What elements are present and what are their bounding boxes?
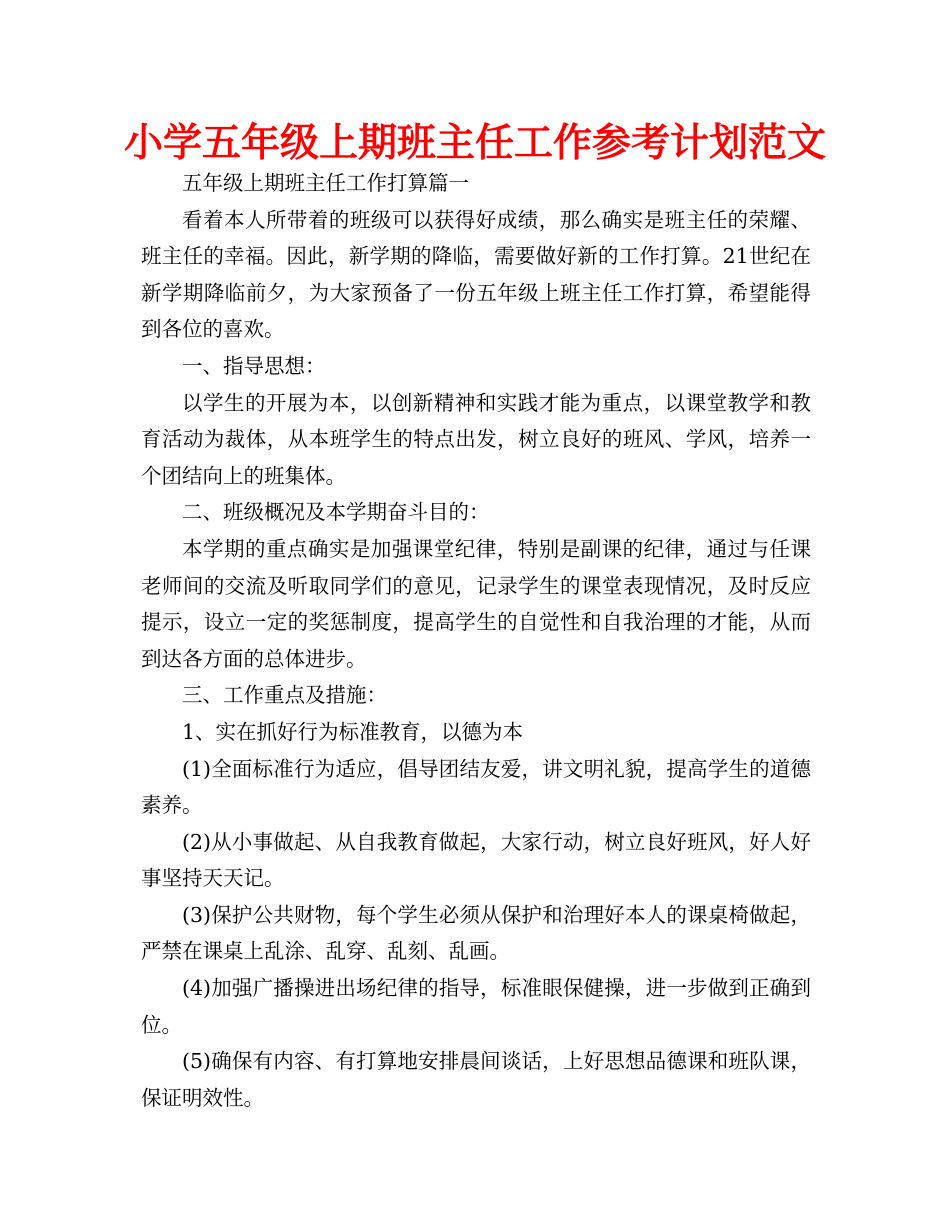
list-item-3: (3)保护公共财物，每个学生必须从保护和治理好本人的课桌椅做起，严禁在课桌上乱涂、乱穿、乱刻、乱画。 xyxy=(141,902,811,964)
paragraph-subtitle: 五年级上期班主任工作打算篇一 xyxy=(182,171,469,195)
section-heading-class-overview: 二、班级概况及本学期奋斗目的： xyxy=(182,500,490,525)
paragraph-guiding-idea: 以学生的开展为本，以创新精神和实践才能为重点，以课堂教学和教育活动为裁体，从本班学生的特点出发，树立良好的班风、学风，培养一个团结向上的班集体。 xyxy=(141,390,811,488)
list-item-4: (4)加强广播操进出场纪律的指导，标准眼保健操，进一步做到正确到位。 xyxy=(141,976,811,1037)
section-heading-work-focus: 三、工作重点及措施： xyxy=(182,683,387,708)
list-item-1: (1)全面标准行为适应，倡导团结友爱，讲文明礼貌，提高学生的道德素养。 xyxy=(141,756,811,818)
paragraph-intro: 看着本人所带着的班级可以获得好成绩，那么确实是班主任的荣耀、班主任的幸福。因此，新学期的降临，需要做好新的工作打算。21世纪在新学期降临前夕，为大家预备了一份五年级上班主任工作打算，希望能得到各位的喜欢。 xyxy=(141,207,811,342)
document-body xyxy=(141,165,811,1116)
section-heading-guiding-idea: 一、指导思想： xyxy=(182,353,326,378)
paragraph-class-overview: 本学期的重点确实是加强课堂纪律，特别是副课的纪律，通过与任课老师间的交流及听取同学们的意见，记录学生的课堂表现情况，及时反应提示，设立一定的奖惩制度，提高学生的自觉性和自我治理的才能，从而到达各方面的总体进步。 xyxy=(141,536,811,671)
list-item-2: (2)从小事做起、从自我教育做起，大家行动，树立良好班风，好人好事坚持天天记。 xyxy=(141,829,811,891)
list-item-5: (5)确保有内容、有打算地安排晨间谈话，上好思想品德课和班队课，保证明效性。 xyxy=(141,1049,811,1110)
list-heading-behavior-education: 1、实在抓好行为标准教育，以德为本 xyxy=(182,719,524,744)
document-title: 小学五年级上期班主任工作参考计划范文 xyxy=(123,121,826,166)
